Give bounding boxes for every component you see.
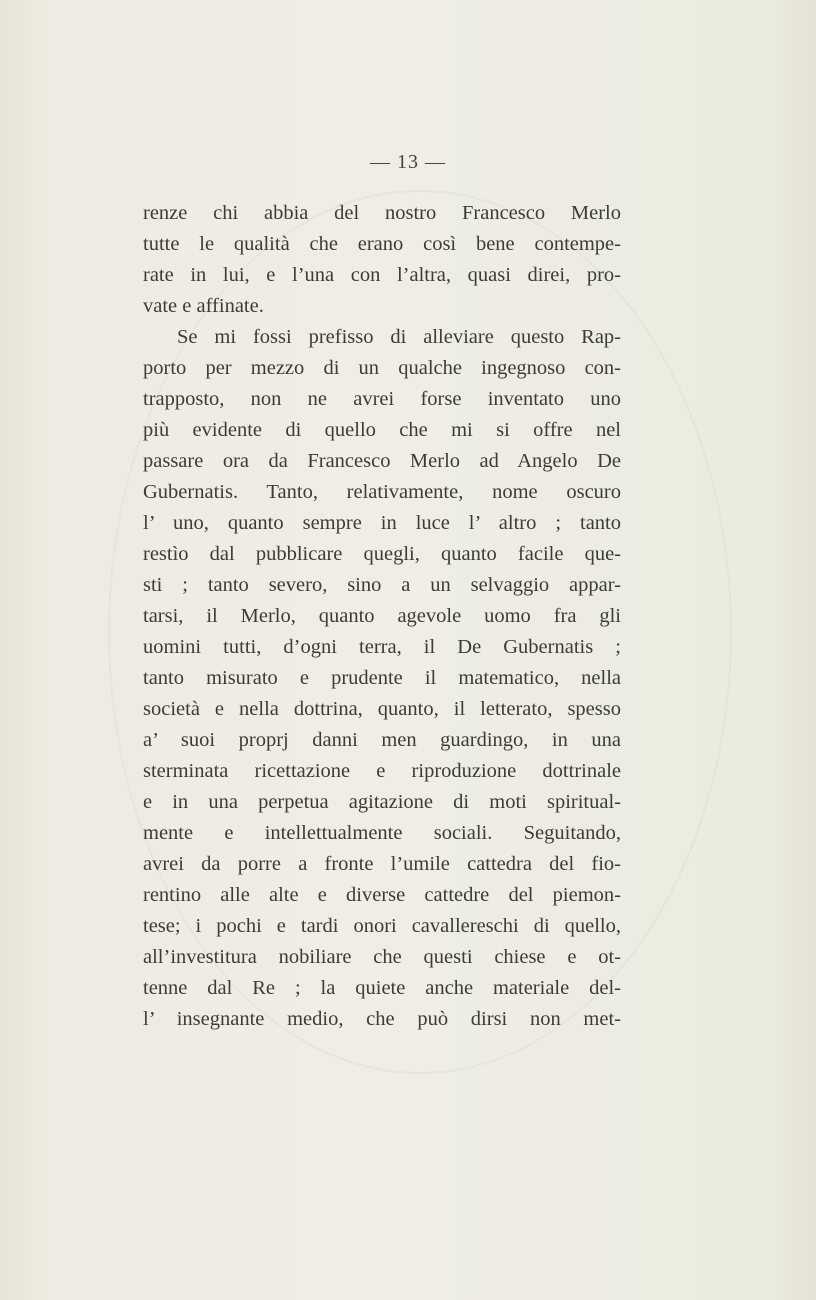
text-line: uomini tutti, d’ogni terra, il De Gubernatis ; — [143, 636, 621, 658]
text-line: e in una perpetua agitazione di moti spiritual- — [143, 791, 621, 813]
text-line: tenne dal Re ; la quiete anche materiale del- — [143, 977, 621, 999]
text-line: società e nella dottrina, quanto, il letterato, spesso — [143, 698, 621, 720]
text-line: trapposto, non ne avrei forse inventato uno — [143, 388, 621, 410]
text-line: a’ suoi proprj danni men guardingo, in una — [143, 729, 621, 751]
text-line: Se mi fossi prefisso di alleviare questo Rap- — [177, 326, 621, 348]
text-line: sti ; tanto severo, sino a un selvaggio appar- — [143, 574, 621, 596]
text-line: tutte le qualità che erano così bene contempe- — [143, 233, 621, 255]
text-line: all’investitura nobiliare che questi chiese e ot- — [143, 946, 621, 968]
text-line: passare ora da Francesco Merlo ad Angelo De — [143, 450, 621, 472]
page-number: — 13 — — [370, 151, 446, 173]
text-line: tarsi, il Merlo, quanto agevole uomo fra gli — [143, 605, 621, 627]
body-text — [143, 198, 621, 1035]
text-line: restìo dal pubblicare quegli, quanto facile que- — [143, 543, 621, 565]
text-line: sterminata ricettazione e riproduzione dottrinale — [143, 760, 621, 782]
text-line: rate in lui, e l’una con l’altra, quasi direi, pro- — [143, 264, 621, 286]
text-line: renze chi abbia del nostro Francesco Merlo — [143, 202, 621, 224]
text-line: tanto misurato e prudente il matematico, nella — [143, 667, 621, 689]
text-line: porto per mezzo di un qualche ingegnoso con- — [143, 357, 621, 379]
text-line: tese; i pochi e tardi onori cavallereschi di quello, — [143, 915, 621, 937]
text-line: mente e intellettualmente sociali. Seguitando, — [143, 822, 621, 844]
text-line: Gubernatis. Tanto, relativamente, nome oscuro — [143, 481, 621, 503]
text-line: l’ uno, quanto sempre in luce l’ altro ; tanto — [143, 512, 621, 534]
text-line: più evidente di quello che mi si offre nel — [143, 419, 621, 441]
text-line: rentino alle alte e diverse cattedre del piemon- — [143, 884, 621, 906]
text-line: avrei da porre a fronte l’umile cattedra del fio- — [143, 853, 621, 875]
text-line: l’ insegnante medio, che può dirsi non met- — [143, 1008, 621, 1030]
text-line: vate e affinate. — [143, 295, 264, 317]
